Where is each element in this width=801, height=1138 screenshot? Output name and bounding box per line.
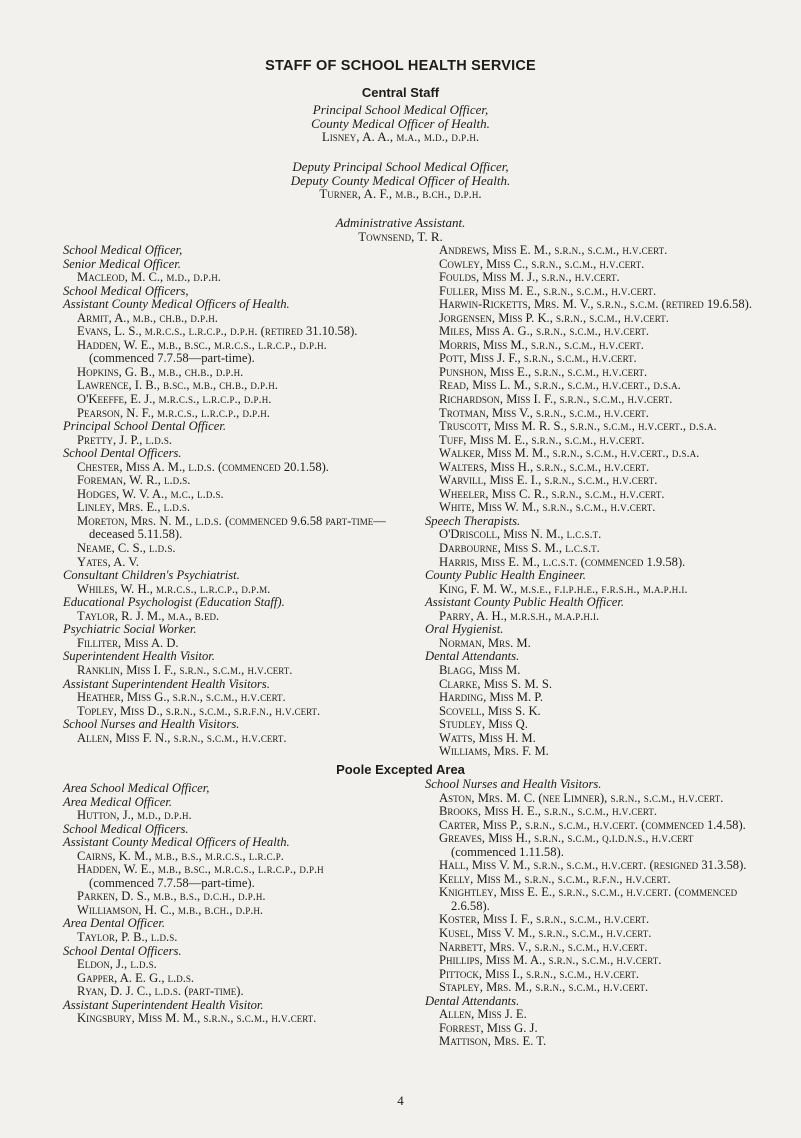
staff-entry: Moreton, Mrs. N. M., l.d.s. (commenced 9.6.58 part-time— xyxy=(77,513,386,528)
admin-assistant-block xyxy=(0,216,801,243)
entry-continuation: (commenced 7.7.58—part-time). xyxy=(89,875,255,890)
poole-right-column xyxy=(425,778,795,1049)
staff-entry: Phillips, Miss M. A., s.r.n., s.c.m., h.v.cert. xyxy=(439,953,662,968)
staff-entry: Chester, Miss A. M., l.d.s. (commenced 20.1.58). xyxy=(77,459,329,474)
staff-entry: Hodges, W. V. A., m.c., l.d.s. xyxy=(77,486,224,501)
section-heading: Assistant County Medical Officers of Health. xyxy=(63,297,290,312)
staff-entry: Morris, Miss M., s.r.n., s.c.m., h.v.cert. xyxy=(439,337,644,352)
staff-entry: Taylor, P. B., l.d.s. xyxy=(77,930,178,945)
staff-entry: Narbett, Mrs. V., s.r.n., s.c.m., h.v.cert. xyxy=(439,939,648,954)
block-heading: Administrative Assistant. xyxy=(335,215,466,230)
section-heading: Consultant Children's Psychiatrist. xyxy=(63,568,240,583)
block-heading: Deputy County Medical Officer of Health. xyxy=(290,172,511,188)
staff-entry: Andrews, Miss E. M., s.r.n., s.c.m., h.v.cert. xyxy=(439,243,668,257)
staff-entry: Fuller, Miss M. E., s.r.n., s.c.m., h.v.cert. xyxy=(439,283,657,298)
staff-entry: Hadden, W. E., m.b., b.sc., m.r.c.s., l.r.c.p., d.p.h. xyxy=(77,337,327,352)
staff-entry: Cowley, Miss C., s.r.n., s.c.m., h.v.cert. xyxy=(439,256,645,271)
staff-entry: Macleod, M. C., m.d., d.p.h. xyxy=(77,270,221,285)
staff-entry: Ryan, D. J. C., l.d.s. (part-time). xyxy=(77,984,244,999)
staff-entry: Heather, Miss G., s.r.n., s.c.m., h.v.cert. xyxy=(77,690,286,705)
staff-entry: Scovell, Miss S. K. xyxy=(439,703,541,718)
staff-entry: Williamson, H. C., m.b., b.ch., d.p.h. xyxy=(77,902,264,917)
staff-entry: Clarke, Miss S. M. S. xyxy=(439,676,552,691)
staff-name: Townsend, T. R. xyxy=(358,228,443,244)
section-heading: Area Medical Officer. xyxy=(63,794,172,809)
staff-entry: Stapley, Mrs. M., s.r.n., s.c.m., h.v.cert. xyxy=(439,980,649,995)
staff-entry: Topley, Miss D., s.r.n., s.c.m., s.r.f.n., h.v.cert. xyxy=(77,703,321,718)
staff-entry: Tuff, Miss M. E., s.r.n., s.c.m., h.v.cert. xyxy=(439,432,645,447)
section-heading: School Medical Officers, xyxy=(63,283,189,298)
staff-entry: Hutton, J., m.d., d.p.h. xyxy=(77,808,192,823)
staff-entry: Walters, Miss H., s.r.n., s.c.m., h.v.cert. xyxy=(439,459,650,474)
staff-name: Lisney, A. A., m.a., m.d., d.p.h. xyxy=(321,129,480,145)
section-heading: Assistant Superintendent Health Visitor. xyxy=(63,997,264,1012)
staff-entry: Parry, A. H., m.r.s.h., m.a.p.h.i. xyxy=(439,608,600,623)
staff-entry: Trotman, Miss V., s.r.n., s.c.m., h.v.cert. xyxy=(439,405,649,420)
staff-entry: Hadden, W. E., m.b., b.sc., m.r.c.s., l.r.c.p., d.p.h xyxy=(77,862,324,877)
page-title: STAFF OF SCHOOL HEALTH SERVICE xyxy=(265,58,536,74)
section-heading: School Dental Officers. xyxy=(63,943,182,958)
principal-officer-block xyxy=(0,103,801,144)
staff-entry: Miles, Miss A. G., s.r.n., s.c.m., h.v.cert. xyxy=(439,324,649,339)
staff-entry: Aston, Mrs. M. C. (nee Limner), s.r.n., s.c.m., h.v.cert. xyxy=(439,790,724,805)
section-heading: Assistant Superintendent Health Visitors. xyxy=(63,676,270,691)
staff-entry: Allen, Miss F. N., s.r.n., s.c.m., h.v.cert. xyxy=(77,730,287,745)
section-heading: Dental Attendants. xyxy=(425,993,520,1008)
section-heading: Dental Attendants. xyxy=(425,649,520,664)
page-number: 4 xyxy=(397,1093,404,1108)
deputy-officer-block xyxy=(0,160,801,201)
section-heading: Senior Medical Officer. xyxy=(63,256,181,271)
section-heading: School Medical Officers. xyxy=(63,821,189,836)
staff-entry: Kelly, Miss M., s.r.n., s.c.m., r.f.n., h.v.cert. xyxy=(439,871,671,886)
staff-entry: Walker, Miss M. M., s.r.n., s.c.m., h.v.cert., d.s.a. xyxy=(439,446,700,461)
poole-area-heading: Poole Excepted Area xyxy=(336,762,465,777)
staff-entry: Watts, Miss H. M. xyxy=(439,730,536,745)
staff-name: Turner, A. F., m.b., b.ch., d.p.h. xyxy=(319,186,482,202)
central-staff-right-column xyxy=(425,244,795,759)
staff-entry: Darbourne, Miss S. M., l.c.s.t. xyxy=(439,541,600,556)
staff-entry: Whiles, W. H., m.r.c.s., l.r.c.p., d.p.m. xyxy=(77,581,271,596)
staff-entry: Foulds, Miss M. J., s.r.n., h.v.cert. xyxy=(439,270,620,285)
staff-entry: Knightley, Miss E. E., s.r.n., s.c.m., h.v.cert. (commenced xyxy=(439,885,738,900)
staff-entry: Filliter, Miss A. D. xyxy=(77,635,179,650)
section-heading: School Nurses and Health Visitors. xyxy=(63,717,240,732)
staff-entry: Greaves, Miss H., s.r.n., s.c.m., q.i.d.n.s., h.v.cert xyxy=(439,831,694,846)
staff-entry: Gapper, A. E. G., l.d.s. xyxy=(77,970,195,985)
staff-entry: Forrest, Miss G. J. xyxy=(439,1020,538,1035)
section-heading: Oral Hygienist. xyxy=(425,622,504,637)
entry-continuation: (commenced 7.7.58—part-time). xyxy=(89,351,255,366)
staff-entry: Mattison, Mrs. E. T. xyxy=(439,1034,547,1049)
staff-entry: Taylor, R. J. M., m.a., b.ed. xyxy=(77,608,220,623)
staff-entry: Punshon, Miss E., s.r.n., s.c.m., h.v.cert. xyxy=(439,364,648,379)
staff-entry: Linley, Mrs. E., l.d.s. xyxy=(77,500,191,515)
staff-entry: Norman, Mrs. M. xyxy=(439,635,531,650)
central-staff-heading: Central Staff xyxy=(361,85,440,100)
staff-entry: O'Driscoll, Miss N. M., l.c.s.t. xyxy=(439,527,602,542)
staff-entry: Parken, D. S., m.b., b.s., d.c.h., d.p.h. xyxy=(77,889,266,904)
section-heading: School Dental Officers. xyxy=(63,446,182,461)
block-heading: Principal School Medical Officer, xyxy=(312,102,489,117)
staff-entry: Harwin-Ricketts, Mrs. M. V., s.r.n., s.c.m. (retired 19.6.58). xyxy=(439,297,752,312)
section-heading: Speech Therapists. xyxy=(425,513,521,528)
section-heading: Area School Medical Officer, xyxy=(63,781,210,795)
staff-entry: Neame, C. S., l.d.s. xyxy=(77,541,176,556)
staff-entry: Richardson, Miss I. F., s.r.n., s.c.m., h.v.cert. xyxy=(439,392,673,407)
staff-entry: Pearson, N. F., m.r.c.s., l.r.c.p., d.p.h. xyxy=(77,405,270,420)
staff-entry: Lawrence, I. B., b.sc., m.b., ch.b., d.p.h. xyxy=(77,378,278,393)
staff-entry: Wheeler, Miss C. R., s.r.n., s.c.m., h.v.cert. xyxy=(439,486,665,501)
staff-entry: Ranklin, Miss I. F., s.r.n., s.c.m., h.v.cert. xyxy=(77,662,293,677)
block-heading: County Medical Officer of Health. xyxy=(311,115,490,131)
section-heading: Assistant County Medical Officers of Health. xyxy=(63,835,290,850)
staff-entry: Koster, Miss I. F., s.r.n., s.c.m., h.v.cert. xyxy=(439,912,650,927)
poole-left-column xyxy=(63,782,408,1026)
staff-entry: Pott, Miss J. F., s.r.n., s.c.m., h.v.cert. xyxy=(439,351,637,366)
section-heading: School Medical Officer, xyxy=(63,243,183,257)
staff-entry: Read, Miss L. M., s.r.n., s.c.m., h.v.cert., d.s.a. xyxy=(439,378,681,393)
staff-entry: Studley, Miss Q. xyxy=(439,717,528,732)
entry-continuation: 2.6.58). xyxy=(451,898,490,913)
staff-entry: Warvill, Miss E. I., s.r.n., s.c.m., h.v.cert. xyxy=(439,473,658,488)
staff-entry: Blagg, Miss M. xyxy=(439,662,521,677)
staff-entry: Carter, Miss P., s.r.n., s.c.m., h.v.cert. (commenced 1.4.58). xyxy=(439,817,746,832)
staff-entry: Evans, L. S., m.r.c.s., l.r.c.p., d.p.h. (retired 31.10.58). xyxy=(77,324,358,339)
block-heading: Deputy Principal School Medical Officer, xyxy=(292,159,509,174)
staff-entry: Williams, Mrs. F. M. xyxy=(439,744,549,759)
staff-entry: Harris, Miss E. M., l.c.s.t. (commenced 1.9.58). xyxy=(439,554,686,569)
staff-entry: Hall, Miss V. M., s.r.n., s.c.m., h.v.cert. (resigned 31.3.58). xyxy=(439,858,747,873)
staff-entry: Foreman, W. R., l.d.s. xyxy=(77,473,191,488)
staff-entry: Kingsbury, Miss M. M., s.r.n., s.c.m., h.v.cert. xyxy=(77,1011,317,1026)
staff-entry: Jorgensen, Miss P. K., s.r.n., s.c.m., h.v.cert. xyxy=(439,310,669,325)
staff-entry: Yates, A. V. xyxy=(77,554,139,569)
section-heading: School Nurses and Health Visitors. xyxy=(425,777,602,791)
staff-entry: O'Keeffe, E. J., m.r.c.s., l.r.c.p., d.p.h. xyxy=(77,392,272,407)
section-heading: Principal School Dental Officer. xyxy=(63,419,226,434)
staff-entry: Pretty, J. P., l.d.s. xyxy=(77,432,172,447)
staff-entry: Allen, Miss J. E. xyxy=(439,1007,527,1022)
staff-entry: Truscott, Miss M. R. S., s.r.n., s.c.m., h.v.cert., d.s.a. xyxy=(439,419,717,434)
staff-entry: Harding, Miss M. P. xyxy=(439,690,543,705)
section-heading: Psychiatric Social Worker. xyxy=(63,622,197,637)
staff-entry: Brooks, Miss H. E., s.r.n., s.c.m., h.v.cert. xyxy=(439,804,657,819)
staff-entry: Kusel, Miss V. M., s.r.n., s.c.m., h.v.cert. xyxy=(439,926,652,941)
section-heading: Superintendent Health Visitor. xyxy=(63,649,215,664)
section-heading: Area Dental Officer. xyxy=(63,916,166,931)
section-heading: Assistant County Public Health Officer. xyxy=(425,595,625,610)
entry-continuation: (commenced 1.11.58). xyxy=(451,844,564,859)
staff-entry: King, F. M. W., m.s.e., f.i.p.h.e., f.r.s.h., m.a.p.h.i. xyxy=(439,581,688,596)
staff-entry: White, Miss W. M., s.r.n., s.c.m., h.v.cert. xyxy=(439,500,656,515)
section-heading: County Public Health Engineer. xyxy=(425,568,586,583)
entry-continuation: deceased 5.11.58). xyxy=(89,527,183,542)
section-heading: Educational Psychologist (Education Staff). xyxy=(63,595,285,610)
central-staff-left-column xyxy=(63,244,408,745)
staff-entry: Armit, A., m.b., ch.b., d.p.h. xyxy=(77,310,218,325)
staff-entry: Pittock, Miss I., s.r.n., s.c.m., h.v.cert. xyxy=(439,966,640,981)
staff-entry: Cairns, K. M., m.b., b.s., m.r.c.s., l.r.c.p. xyxy=(77,848,284,863)
staff-entry: Eldon, J., l.d.s. xyxy=(77,957,157,972)
staff-entry: Hopkins, G. B., m.b., ch.b., d.p.h. xyxy=(77,364,244,379)
